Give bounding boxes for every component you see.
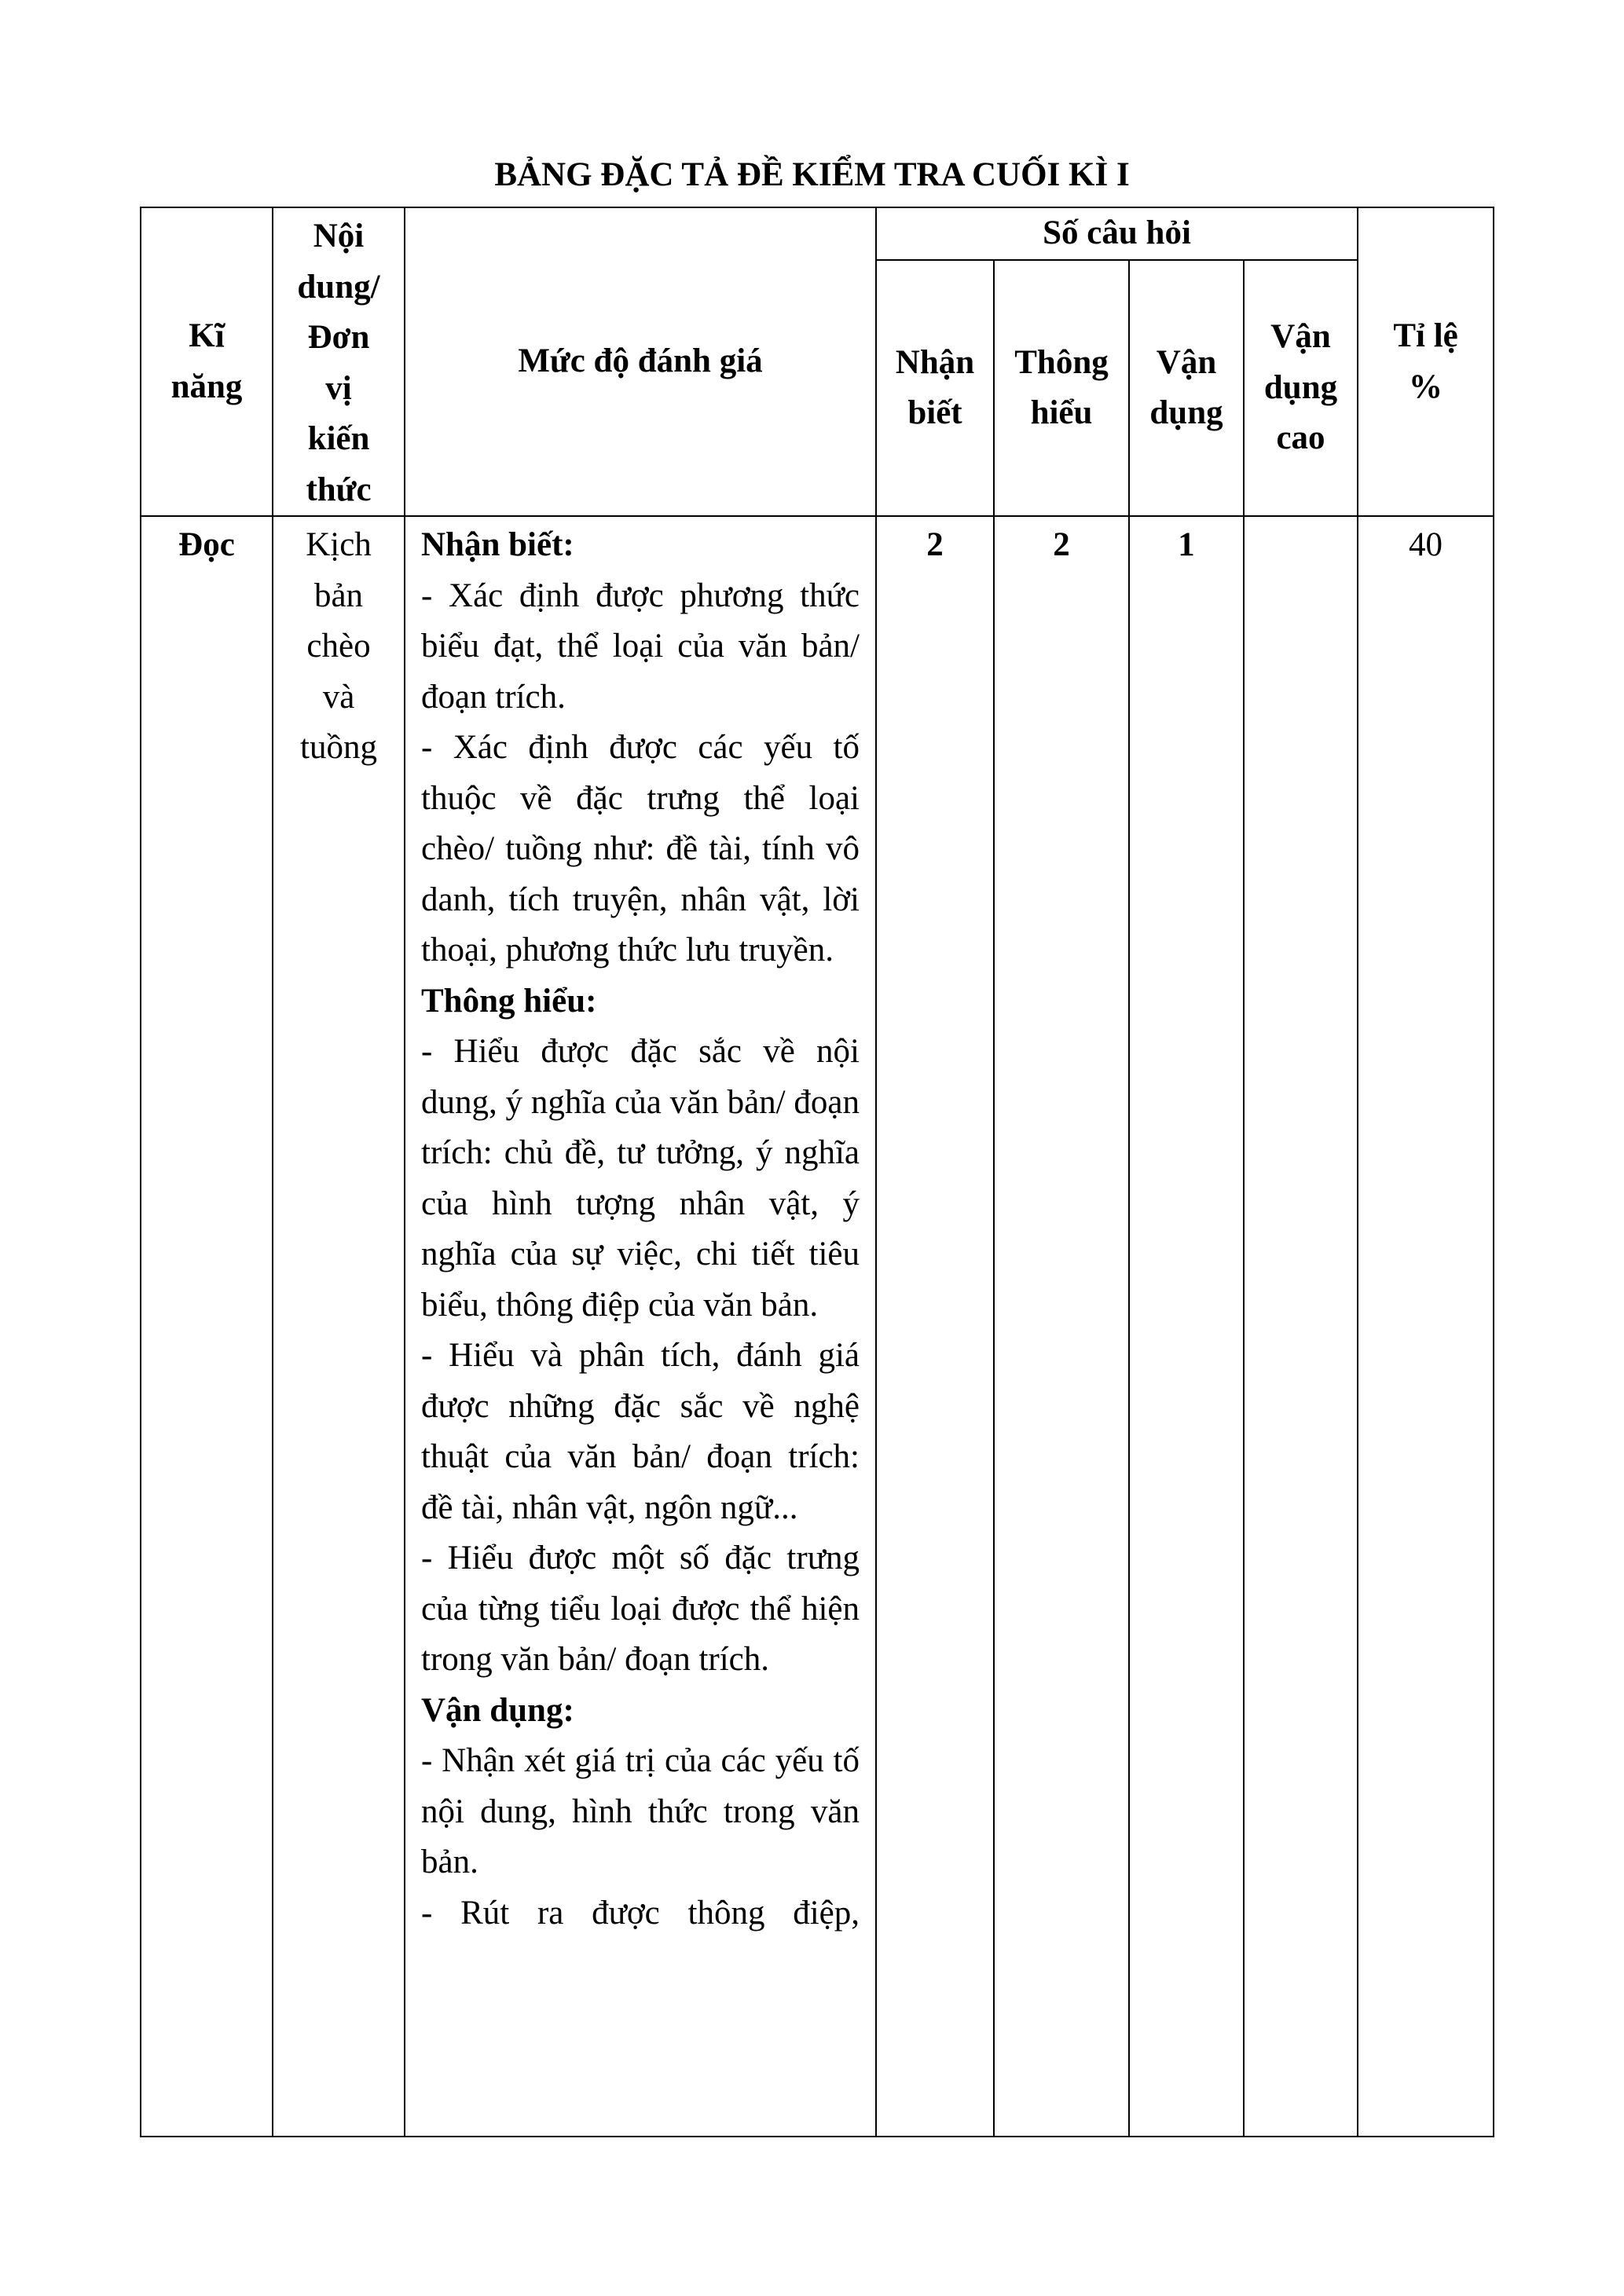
level-heading-apply: Vận dụng: (421, 1691, 574, 1729)
header-understand: Thông hiểu (994, 260, 1129, 516)
header-ratio: Tỉ lệ % (1358, 207, 1494, 516)
cell-ratio: 40 (1358, 516, 1494, 2137)
cell-unit: Kịch bản chèo và tuồng (273, 516, 405, 2137)
level-item: - Hiểu và phân tích, đánh giá được những đặc sắc về nghệ thuật của văn bản/ đoạn trích: đề tài, nhân vật, ngôn ngữ... (421, 1337, 860, 1526)
header-skill: Kĩ năng (141, 207, 273, 516)
level-item: - Xác định được các yếu tố thuộc về đặc trưng thể loại chèo/ tuồng như: đề tài, tính vô danh, tích truyện, nhân vật, lời thoại, phương thức lưu truyền. (421, 729, 860, 969)
header-apply-high: Vận dụng cao (1244, 260, 1358, 516)
cell-recognize-count: 2 (876, 516, 994, 2137)
header-questions: Số câu hỏi (876, 207, 1358, 260)
header-apply: Vận dụng (1129, 260, 1244, 516)
cell-level (405, 516, 876, 2137)
page-title: BẢNG ĐẶC TẢ ĐỀ KIỂM TRA CUỐI KÌ I (494, 156, 1130, 193)
specification-table (140, 207, 1494, 2137)
level-item: - Hiểu được một số đặc trưng của từng tiểu loại được thể hiện trong văn bản/ đoạn trích. (421, 1540, 860, 1678)
cell-apply-count: 1 (1129, 516, 1244, 2137)
level-item: - Xác định được phương thức biểu đạt, thể loại của văn bản/ đoạn trích. (421, 577, 860, 716)
header-recognize: Nhận biết (876, 260, 994, 516)
cell-understand-count: 2 (994, 516, 1129, 2137)
header-level: Mức độ đánh giá (405, 207, 876, 516)
cell-skill: Đọc (141, 516, 273, 2137)
level-item: - Rút ra được thông điệp, (421, 1894, 860, 1932)
level-heading-understand: Thông hiểu: (421, 982, 597, 1020)
level-item: - Hiểu được đặc sắc về nội dung, ý nghĩa của văn bản/ đoạn trích: chủ đề, tư tưởng, ý nghĩa của hình tượng nhân vật, ý nghĩa của sự việc, chi tiết tiêu biểu, thông điệp của văn bản. (421, 1033, 860, 1324)
cell-apply-high-count (1244, 516, 1358, 2137)
header-unit: Nội dung/ Đơn vị kiến thức (273, 207, 405, 516)
level-item: - Nhận xét giá trị của các yếu tố nội dung, hình thức trong văn bản. (421, 1742, 860, 1880)
level-heading-recognize: Nhận biết: (421, 526, 574, 563)
